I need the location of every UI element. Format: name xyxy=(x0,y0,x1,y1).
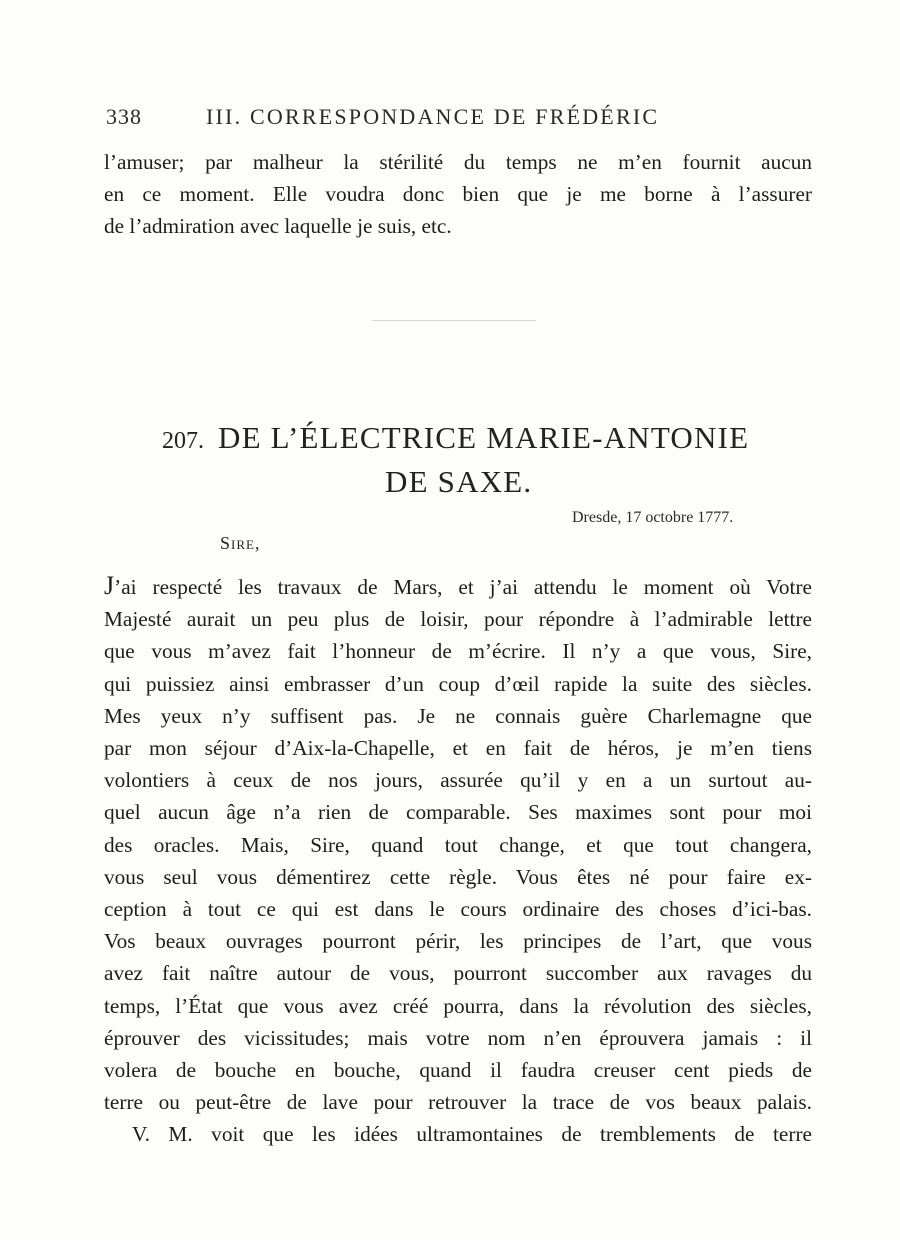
letter-number: 207. xyxy=(162,428,204,454)
text-line: ception à tout ce qui est dans le cours ordinaire des choses d’ici-bas. xyxy=(104,897,812,922)
text-line: par mon séjour d’Aix-la-Chapelle, et en fait de héros, je m’en tiens xyxy=(104,736,812,761)
text-line: Mes yeux n’y suffisent pas. Je ne connais guère Charlemagne que xyxy=(104,703,812,728)
drop-cap: J xyxy=(104,571,115,600)
salutation: Sire, xyxy=(220,533,261,553)
text-line: des oracles. Mais, Sire, quand tout change, et que tout changera, xyxy=(104,832,812,857)
dateline: Dresde, 17 octobre 1777. xyxy=(572,509,734,526)
text-line: l’amuser; par malheur la stérilité du temps ne m’en fournit aucun xyxy=(104,150,812,174)
letter-heading-line-2: DE SAXE. xyxy=(385,464,533,499)
text-line: de l’admiration avec laquelle je suis, etc. xyxy=(104,214,452,239)
text-line: V. M. voit que les idées ultramontaines de tremblements de terre xyxy=(132,1122,812,1147)
page-number: 338 xyxy=(106,104,142,129)
text-line: terre ou peut-être de lave pour retrouver la trace de vos beaux palais. xyxy=(104,1090,812,1115)
text-line: temps, l’État que vous avez créé pourra, dans la révolution des siècles, xyxy=(104,993,812,1018)
continuation-paragraph xyxy=(104,146,812,243)
text-line: volontiers à ceux de nos jours, assurée qu’il y en a un surtout au- xyxy=(104,768,812,793)
first-line-text: ’ai respecté les travaux de Mars, et j’ai attendu le moment où Votre xyxy=(114,575,812,599)
text-line: que vous m’avez fait l’honneur de m’écrire. Il n’y a que vous, Sire, xyxy=(104,639,812,664)
text-line xyxy=(104,570,812,603)
text-line: en ce moment. Elle voudra donc bien que je me borne à l’assurer xyxy=(104,182,812,207)
text-line: Vos beaux ouvrages pourront périr, les principes de l’art, que vous xyxy=(104,929,812,954)
text-line: vous seul vous démentirez cette règle. Vous êtes né pour faire ex- xyxy=(104,864,812,889)
letter-title-text: DE L’ÉLECTRICE MARIE-ANTONIE xyxy=(218,420,750,455)
text-line: qui puissiez ainsi embrasser d’un coup d’œil rapide la suite des siècles. xyxy=(104,671,812,696)
letter-heading-line-1 xyxy=(162,420,749,456)
letter-body xyxy=(104,570,812,1151)
section-divider xyxy=(372,320,536,321)
text-line: quel aucun âge n’a rien de comparable. Ses maximes sont pour moi xyxy=(104,800,812,825)
text-line: éprouver des vicissitudes; mais votre nom n’en éprouvera jamais : il xyxy=(104,1025,812,1050)
text-line: volera de bouche en bouche, quand il faudra creuser cent pieds de xyxy=(104,1058,812,1083)
text-line: avez fait naître autour de vous, pourront succomber aux ravages du xyxy=(104,961,812,986)
running-title: III. CORRESPONDANCE DE FRÉDÉRIC xyxy=(206,104,660,129)
text-line: Majesté aurait un peu plus de loisir, pour répondre à l’admirable lettre xyxy=(104,607,812,632)
